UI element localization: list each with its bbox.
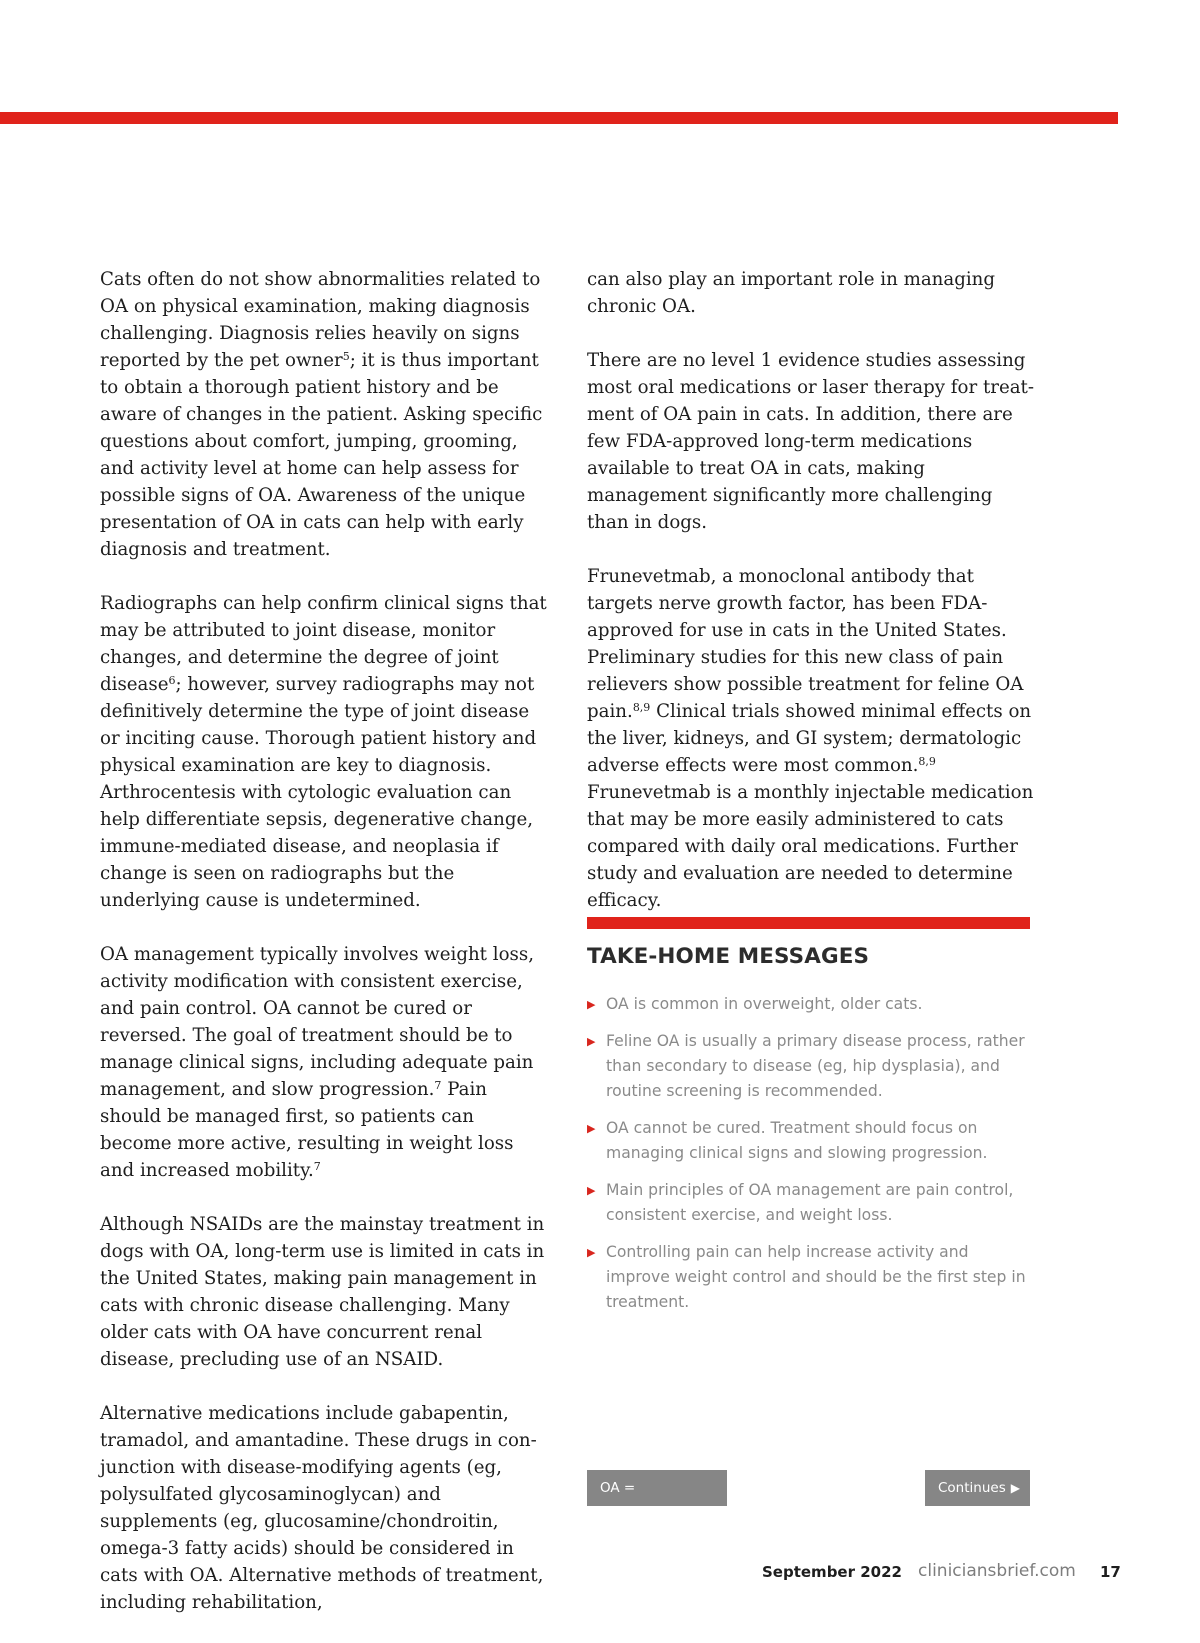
arrow-right-icon: ▶ — [1010, 1481, 1020, 1495]
triangle-right-icon: ▶ — [587, 1122, 596, 1135]
list-item: ▶ OA is common in overweight, older cats. — [587, 992, 1027, 1017]
take-home-list — [587, 992, 1027, 1327]
triangle-right-icon: ▶ — [587, 1035, 596, 1048]
paragraph-management: OA management typically involves weight loss, activity modification with consistent exercise, and pain control. OA cannot be cured or reversed. The goal of treatment should be to manage clinical signs, including adequate pain management, and slow progression.$^7$ Pain should be managed first, so patients can become more active, resulting in weight loss and increased mobility.$^7$ — [100, 944, 534, 1181]
take-home-title: TAKE-HOME MESSAGES — [587, 944, 870, 969]
header-accent-bar — [0, 112, 1118, 124]
triangle-right-icon: ▶ — [587, 1184, 596, 1197]
take-home-accent-bar — [587, 917, 1030, 929]
paragraph-nsaids: Although NSAIDs are the mainstay treatment in dogs with OA, long-term use is limited in cats in the United States, making pain management in cats with chronic disease challenging. Many older cats with OA have concurrent renal disease, precluding use of an NSAID. — [100, 1214, 545, 1370]
list-item: ▶ OA cannot be cured. Treatment should focus on managing clinical signs and slowing progression. — [587, 1116, 1027, 1166]
paragraph-alternatives: Alternative medications include gabapentin, tramadol, and amantadine. These drugs in conjunction with disease-modifying agents (eg, polysulfated glycosaminoglycan) and supplements (eg, glucosamine/chondroitin, omega-3 fatty acids) should be considered in cats with OA. Alternative methods of treatment, including rehabilitation, — [100, 1403, 544, 1613]
paragraph-radiographs: Radiographs can help confirm clinical signs that may be attributed to joint disease, monitor changes, and determine the degree of joint disease$^6$; however, survey radiographs may not definitively determine the type of joint disease or inciting cause. Thorough patient history and physical examination are key to diagnosis. Arthrocentesis with cytologic evaluation can help differentiate sepsis, degenerative change, immune-mediated disease, and neoplasia if change is seen on radiographs but the underlying cause is undetermined. — [100, 593, 547, 911]
left-column — [100, 266, 548, 1643]
paragraph-chronic-oa: can also play an important role in managing chronic OA. — [587, 269, 996, 317]
page-number: 17 — [1100, 1563, 1121, 1581]
footer-site[interactable]: cliniciansbrief.com — [918, 1561, 1076, 1581]
list-item: ▶ Controlling pain can help increase activity and improve weight control and should be the first step in treatment. — [587, 1240, 1027, 1315]
paragraph-frunevetmab: Frunevetmab, a monoclonal antibody that targets nerve growth factor, has been FDA-approved for use in cats in the United States. Preliminary studies for this new class of pain relievers show possible treatment for feline OA pain.$^{8,9}$ Clinical trials showed minimal effects on the liver, kidneys, and GI system; dermatologic adverse effects were most common.$^{8,9}$ Frunevetmab is a monthly injectable medication that may be more easily administered to cats compared with daily oral medications. Further study and evaluation are needed to determine efficacy. — [587, 566, 1034, 911]
list-item: ▶ Main principles of OA management are pain control, consistent exercise, and weight loss. — [587, 1178, 1027, 1228]
continues-label: Continues — [938, 1480, 1006, 1496]
triangle-right-icon: ▶ — [587, 1246, 596, 1259]
footer-date: September 2022 — [762, 1563, 902, 1581]
paragraph-evidence: There are no level 1 evidence studies assessing most oral medications or laser therapy for treatment of OA pain in cats. In addition, there are few FDA-approved long-term medications available to treat OA in cats, making management significantly more challenging than in dogs. — [587, 350, 1035, 533]
paragraph-diagnosis: Cats often do not show abnormalities related to OA on physical examination, making diagnosis challenging. Diagnosis relies heavily on signs reported by the pet owner$^5$; it is thus important to obtain a thorough patient history and be aware of changes in the patient. Asking specific questions about comfort, jumping, grooming, and activity level at home can help assess for possible signs of OA. Awareness of the unique presentation of OA in cats can help with early diagnosis and treatment. — [100, 269, 543, 560]
right-column — [587, 266, 1035, 941]
list-item: ▶ Feline OA is usually a primary disease process, rather than secondary to disease (eg, hip dysplasia), and routine screening is recommended. — [587, 1029, 1027, 1104]
abbreviation-tag: OA = osteoarthritis — [587, 1470, 727, 1506]
triangle-right-icon: ▶ — [587, 998, 596, 1011]
continues-button[interactable] — [925, 1470, 1030, 1506]
